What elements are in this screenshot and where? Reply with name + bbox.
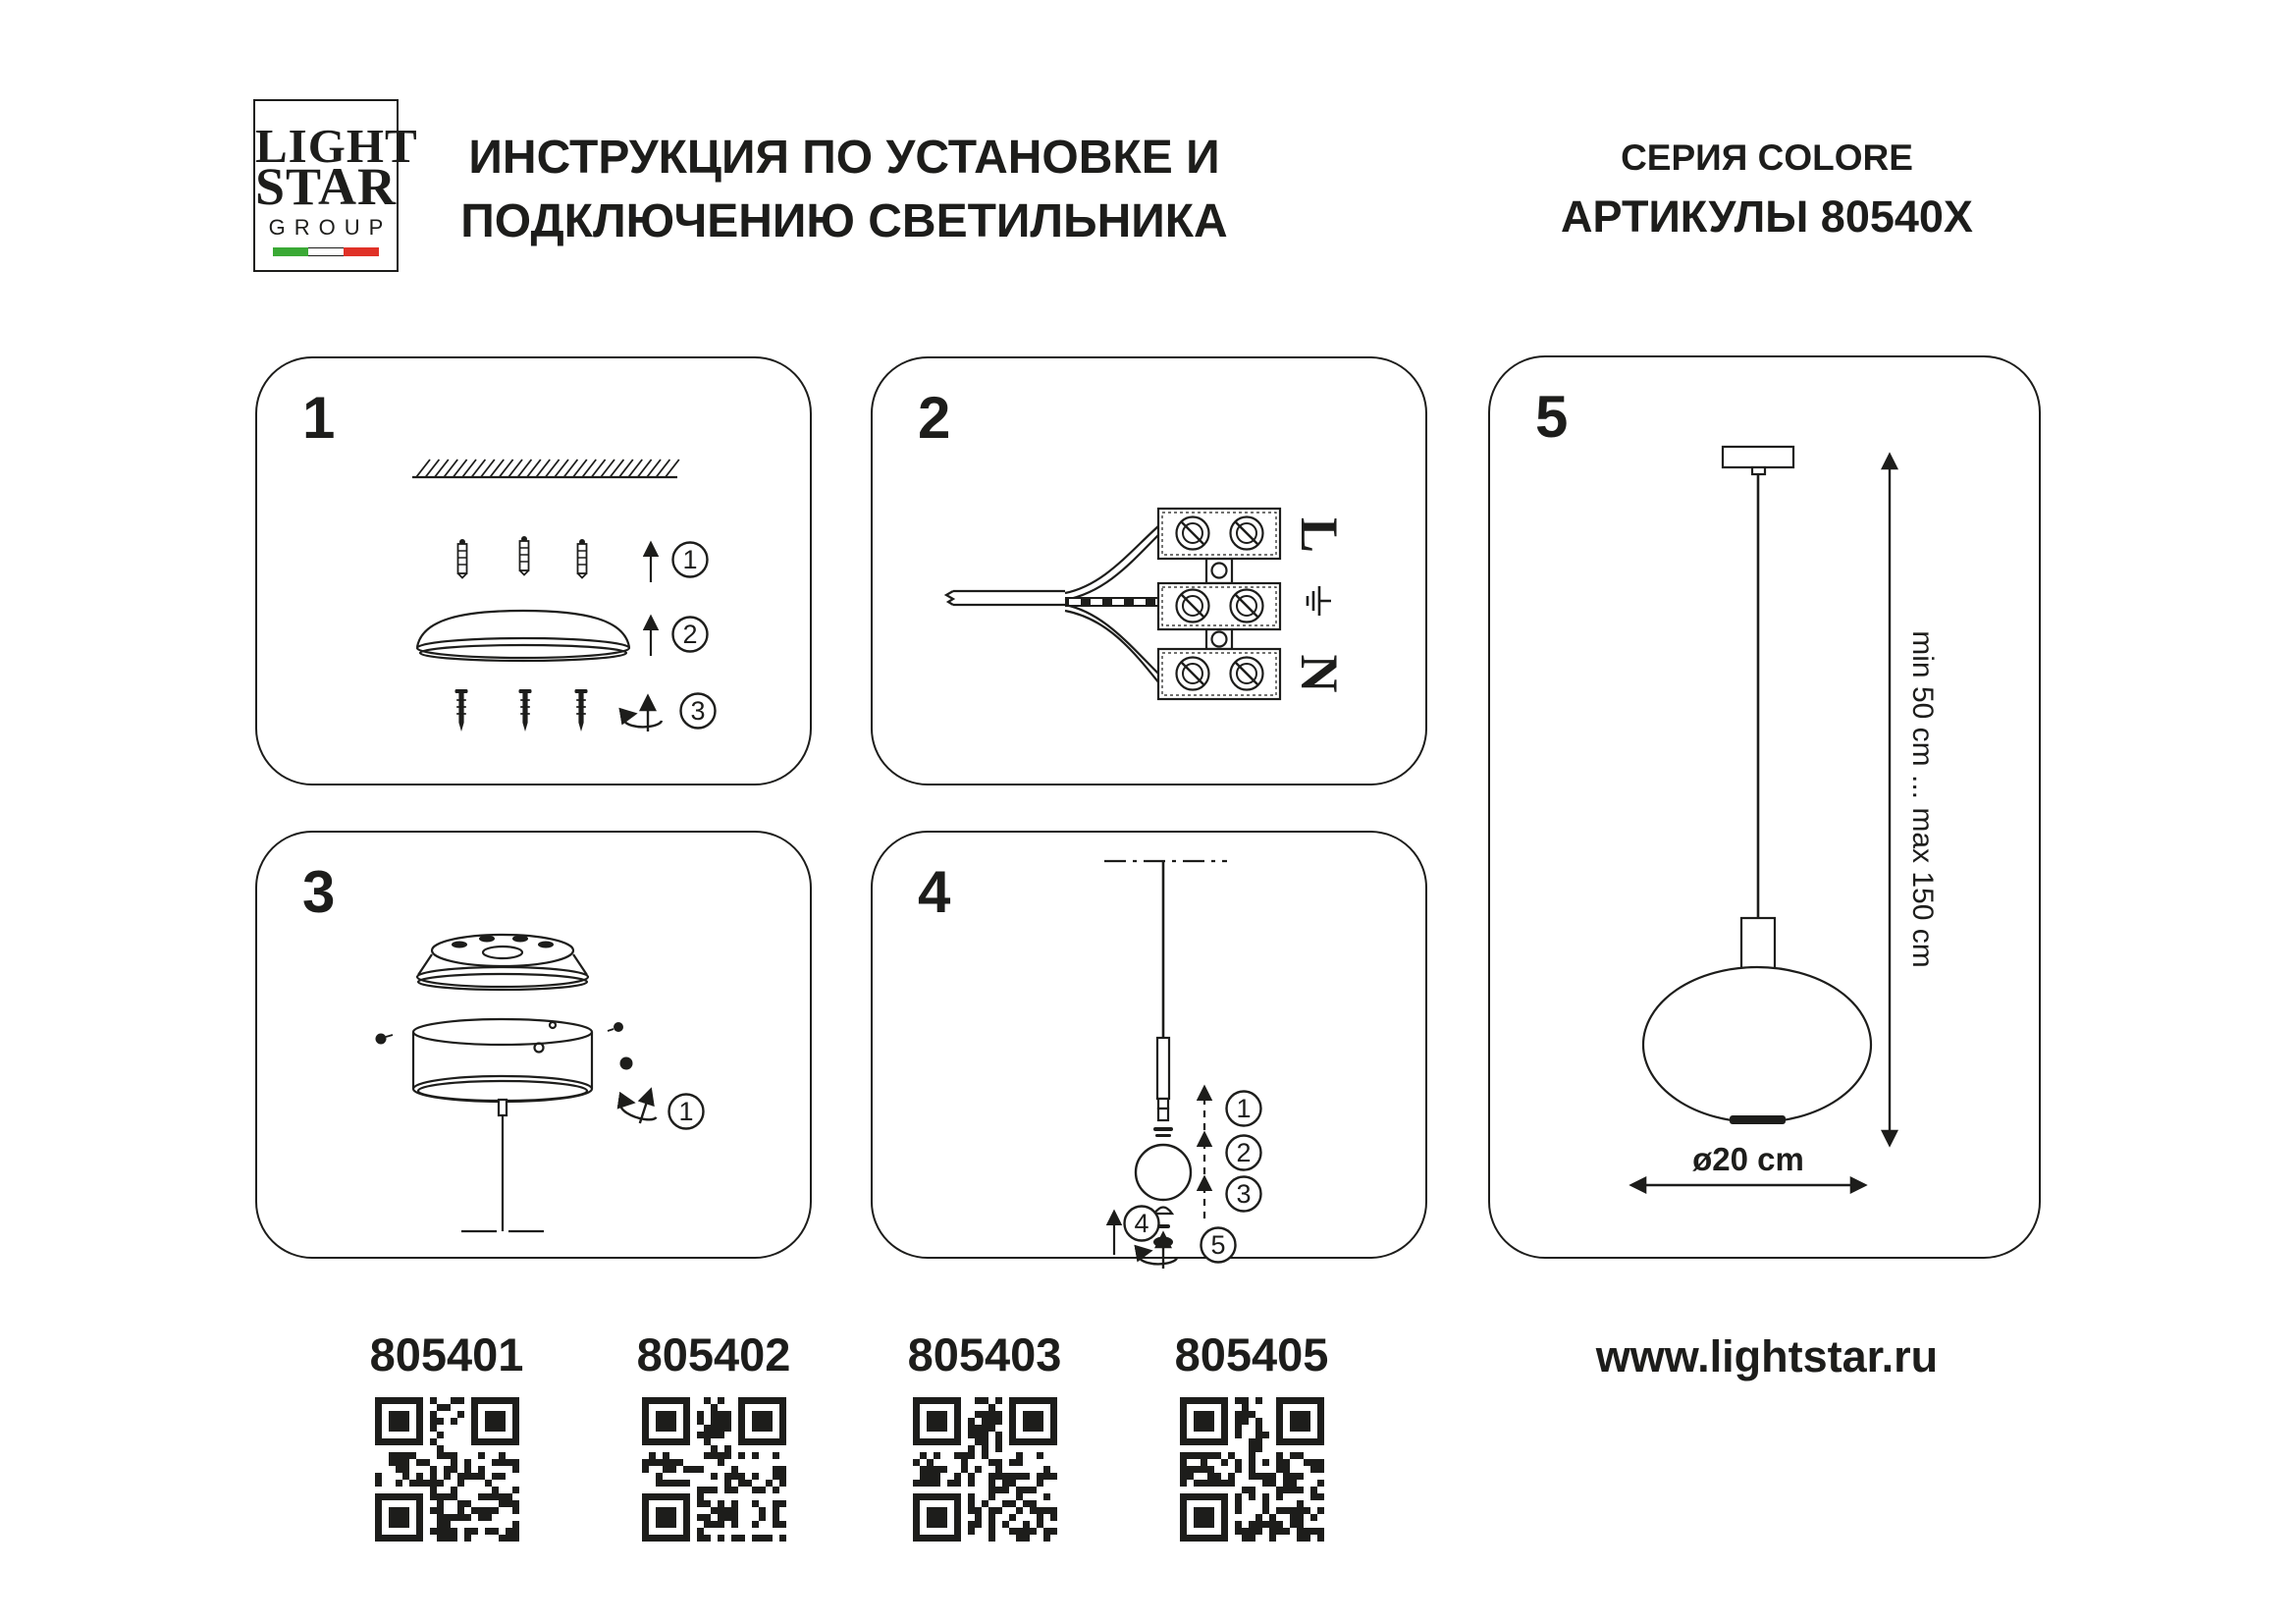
article-column-4 bbox=[1144, 1327, 1360, 1542]
label-neutral-N: N bbox=[1290, 654, 1349, 693]
page-title-line2: ПОДКЛЮЧЕНИЮ СВЕТИЛЬНИКА bbox=[460, 195, 1228, 248]
panel-number: 4 bbox=[918, 859, 951, 925]
qr-code bbox=[877, 1397, 1093, 1542]
screw-icons bbox=[455, 689, 588, 731]
rotate-screw-icon bbox=[624, 696, 662, 731]
article-column-2 bbox=[606, 1327, 822, 1542]
label-line-L: L bbox=[1290, 516, 1349, 554]
panel2-wiring-diagram bbox=[873, 358, 1429, 787]
svg-text:2: 2 bbox=[1236, 1138, 1252, 1167]
step-badge-2 bbox=[673, 618, 708, 652]
mains-cable bbox=[946, 591, 1065, 605]
svg-text:1: 1 bbox=[1236, 1094, 1252, 1123]
logo-word-star: STAR bbox=[255, 157, 398, 217]
terminal-unit-N bbox=[1158, 649, 1280, 699]
ceiling-plate-drawing bbox=[417, 611, 629, 661]
diameter-dimension-label: ø20 cm bbox=[1692, 1141, 1804, 1177]
step-badge-1 bbox=[669, 1095, 704, 1129]
website-url: www.lightstar.ru bbox=[1595, 1331, 1939, 1381]
mounting-ring bbox=[1153, 1127, 1173, 1137]
step-badge-1 bbox=[1227, 1092, 1261, 1126]
canopy-plate-drawing bbox=[417, 935, 588, 990]
panel3-diagram bbox=[257, 833, 814, 1261]
logo-word-light: LIGHT bbox=[255, 119, 418, 173]
svg-text:3: 3 bbox=[1236, 1179, 1252, 1209]
step-badge-1 bbox=[673, 543, 708, 577]
wall-plug-icons bbox=[458, 536, 587, 578]
terminal-block bbox=[1158, 509, 1280, 699]
svg-text:5: 5 bbox=[1210, 1230, 1226, 1260]
step-badge-3 bbox=[681, 694, 716, 729]
article-column-1 bbox=[339, 1327, 555, 1542]
step-panel-2 bbox=[871, 356, 1427, 785]
logo-word-group: GROUP bbox=[268, 215, 393, 241]
step-badge-5 bbox=[1201, 1228, 1236, 1263]
articles-code: АРТИКУЛЫ 80540X bbox=[1561, 191, 1973, 242]
step-badge-2 bbox=[1227, 1136, 1261, 1170]
article-number: 805402 bbox=[636, 1328, 791, 1380]
wire-neutral bbox=[1065, 605, 1159, 683]
terminal-unit-L bbox=[1158, 509, 1280, 559]
svg-text:1: 1 bbox=[682, 545, 698, 574]
dimensions-panel-5 bbox=[1488, 355, 2041, 1259]
svg-text:4: 4 bbox=[1134, 1209, 1149, 1238]
italian-flag-bar bbox=[273, 247, 379, 256]
wire-line bbox=[1065, 525, 1159, 600]
panel-number: 2 bbox=[918, 385, 951, 451]
page-title-line1: ИНСТРУКЦИЯ ПО УСТАНОВКЕ И bbox=[468, 132, 1220, 184]
step-panel-3 bbox=[255, 831, 812, 1259]
wire-earth-striped bbox=[1065, 597, 1159, 607]
earth-symbol-icon bbox=[1308, 586, 1331, 616]
rotate-screw-icon bbox=[617, 1082, 664, 1127]
article-number: 805405 bbox=[1174, 1328, 1329, 1380]
panel-number: 1 bbox=[302, 385, 336, 451]
lamp-globe bbox=[1643, 967, 1871, 1122]
qr-code bbox=[339, 1397, 555, 1542]
terminal-unit-earth bbox=[1158, 583, 1280, 629]
panel1-diagram bbox=[257, 358, 814, 787]
series-name: СЕРИЯ COLORE bbox=[1621, 137, 1913, 178]
flag-white bbox=[308, 247, 344, 256]
suspension-stem bbox=[1157, 1038, 1169, 1120]
flag-red bbox=[344, 247, 379, 256]
ceiling-hatch bbox=[412, 460, 679, 477]
lamp-body-drawing bbox=[413, 1019, 592, 1102]
svg-text:2: 2 bbox=[682, 620, 698, 649]
qr-code bbox=[1144, 1397, 1360, 1542]
article-number: 805401 bbox=[369, 1328, 524, 1380]
step-panel-4 bbox=[871, 831, 1427, 1259]
panel5-dimension-diagram bbox=[1490, 357, 2043, 1261]
panel-number: 5 bbox=[1535, 384, 1569, 450]
lightstar-logo bbox=[253, 99, 418, 272]
panel4-assembly-diagram bbox=[873, 833, 1429, 1261]
article-column-3 bbox=[877, 1327, 1093, 1542]
qr-code bbox=[606, 1397, 822, 1542]
article-number: 805403 bbox=[907, 1328, 1062, 1380]
ceiling-mount bbox=[1723, 447, 1793, 474]
svg-text:1: 1 bbox=[678, 1097, 694, 1126]
series-header bbox=[1522, 137, 2012, 243]
step-panel-1 bbox=[255, 356, 812, 785]
panel-number: 3 bbox=[302, 859, 336, 925]
globe-bottom-cap bbox=[1730, 1115, 1786, 1124]
step-badge-3 bbox=[1227, 1177, 1261, 1212]
flag-green bbox=[273, 247, 308, 256]
glass-globe bbox=[1136, 1145, 1191, 1200]
holder-cap bbox=[1154, 1208, 1172, 1215]
step-badge-4 bbox=[1125, 1207, 1159, 1241]
hanging-rod bbox=[461, 1100, 544, 1231]
height-dimension-label: min 50 cm ... max 150 cm bbox=[1906, 630, 1939, 968]
svg-text:3: 3 bbox=[690, 696, 706, 726]
page-title bbox=[412, 126, 1276, 254]
